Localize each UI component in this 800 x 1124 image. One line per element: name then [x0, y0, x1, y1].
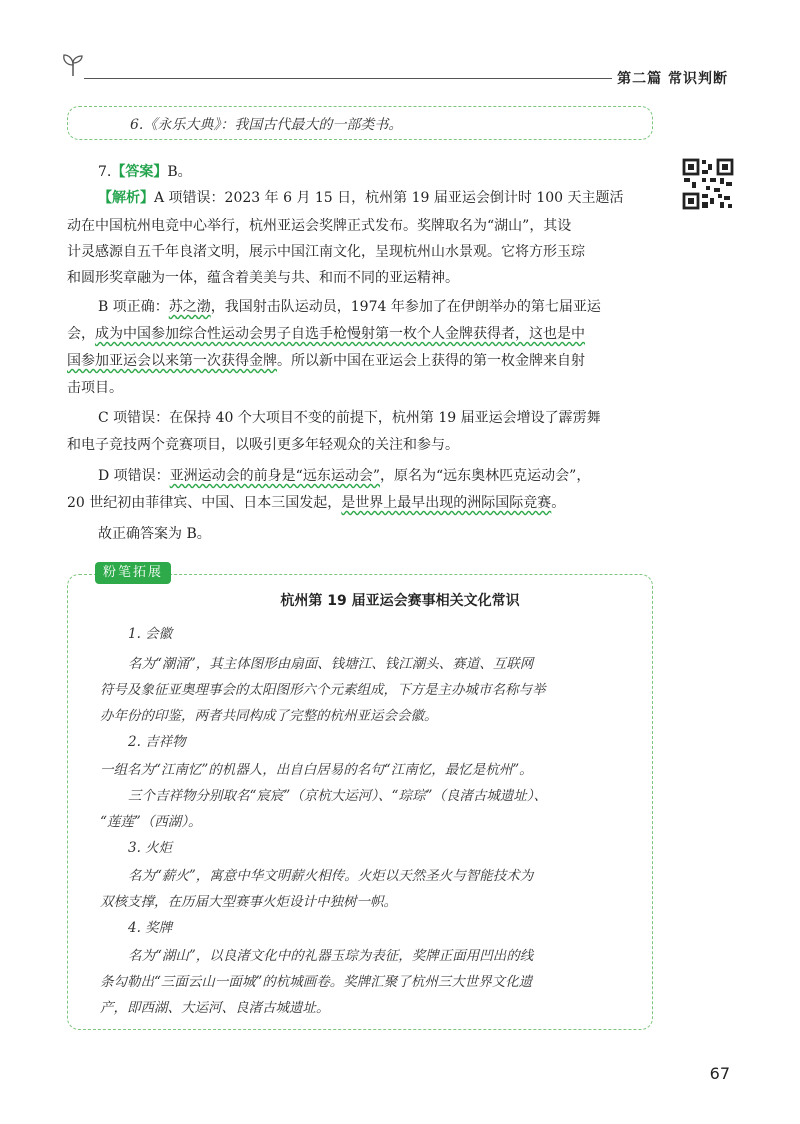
note-text: 6.《永乐大典》：我国古代最大的一部类书。 [130, 117, 403, 133]
para-b-text: B 项正确： [98, 299, 169, 315]
note-box [67, 106, 653, 140]
para-b-text: 。所以新中国在亚运会上获得的第一枚金牌来自射 [277, 353, 585, 369]
extension-line: 名为“薪火”，寓意中华文明薪火相传。火炬以天然圣火与智能技术为 [128, 868, 534, 884]
page-number: 67 [709, 1064, 730, 1083]
qr-code-icon [682, 158, 734, 210]
answer-label: 【答案】 [111, 164, 168, 180]
extension-title: 杭州第 19 届亚运会赛事相关文化常识 [280, 593, 520, 609]
extension-line: 办年份的印鉴，两者共同构成了完整的杭州亚运会会徽。 [100, 708, 438, 724]
extension-line: 名为“湖山”，以良渚文化中的礼器玉琮为表征，奖牌正面用凹出的线 [128, 948, 534, 964]
para-b-line [98, 297, 601, 317]
para-b-underlined: 成为中国参加综合性运动会男子自选手枪慢射第一枚个人金牌获得者，这也是中 [95, 326, 585, 342]
question-number: 7. [98, 164, 112, 180]
para-b-text: ，我国射击队运动员，1974 年参加了在伊朗举办的第七届亚运 [210, 299, 601, 315]
para-a-line: 动在中国杭州电竞中心举行，杭州亚运会奖牌正式发布。奖牌取名为“湖山”，其设 [67, 218, 572, 234]
analysis-line-1 [98, 188, 624, 208]
para-d-text: D 项错误： [98, 468, 170, 484]
section-heading: 2. 吉祥物 [128, 734, 186, 750]
section-label: 第二篇 常识判断 [617, 71, 728, 87]
header-rule [84, 78, 612, 79]
extension-line: 产，即西湖、大运河、良渚古城遗址。 [100, 1000, 330, 1016]
para-b-line [67, 324, 585, 344]
section-heading: 4. 奖牌 [128, 920, 173, 936]
para-d-text: 20 世纪初由菲律宾、中国、日本三国发起， [67, 495, 342, 511]
leaf-icon [60, 52, 86, 78]
extension-line: 双核支撑，在历届大型赛事火炬设计中独树一帜。 [100, 894, 397, 910]
extension-line: 一组名为“江南忆”的机器人，出自白居易的名句“江南忆，最忆是杭州”。 [100, 762, 533, 778]
para-c-line: C 项错误：在保持 40 个大项目不变的前提下，杭州第 19 届亚运会增设了霹雳舞 [98, 410, 601, 426]
analysis-label: 【解析】 [98, 190, 154, 206]
para-a-line: 和圆形奖章融为一体，蕴含着美美与共、和而不同的亚运精神。 [67, 270, 459, 286]
extension-line: 条勾勒出“三面云山一面城”的杭城画卷。奖牌汇聚了杭州三大世界文化遗 [100, 974, 533, 990]
para-d-line [67, 493, 565, 513]
section-heading: 1. 会徽 [128, 626, 173, 642]
para-d-underlined: 是世界上最早出现的洲际国际竞赛 [341, 495, 552, 511]
extension-tag: 粉笔拓展 [95, 562, 171, 584]
para-b-underlined: 苏之渤 [168, 299, 211, 315]
para-d-line [98, 466, 590, 486]
extension-line: 名为“潮涌”，其主体图形由扇面、钱塘江、钱江潮头、赛道、互联网 [128, 656, 534, 672]
section-heading: 3. 火炬 [128, 840, 173, 856]
para-d-text: ，原名为“远东奥林匹克运动会”， [380, 468, 591, 484]
para-c-line: 和电子竞技两个竞赛项目，以吸引更多年轻观众的关注和参与。 [67, 437, 459, 453]
extension-line: 三个吉祥物分别取名“宸宸”（京杭大运河）、“琮琮”（良渚古城遗址）、 [128, 788, 548, 804]
para-b-underlined: 国参加亚运会以来第一次获得金牌 [67, 353, 277, 369]
answer-line [98, 162, 192, 182]
conclusion: 故正确答案为 B。 [98, 526, 211, 542]
para-a-line: 计灵感源自五千年良渚文明，展示中国江南文化，呈现杭州山水景观。它将方形玉琮 [67, 244, 585, 260]
para-b-line [67, 351, 585, 371]
para-b-text: 会， [67, 326, 95, 342]
para-b-line: 击项目。 [67, 380, 123, 396]
extension-line: 符号及象征亚奥理事会的太阳图形六个元素组成，下方是主办城市名称与举 [100, 682, 546, 698]
extension-line: “莲莲”（西湖）。 [100, 814, 202, 830]
para-d-text: 。 [551, 495, 566, 511]
answer-value: B。 [167, 164, 192, 180]
para-a-line: A 项错误：2023 年 6 月 15 日，杭州第 19 届亚运会倒计时 100 天主题活 [154, 190, 624, 206]
para-d-underlined: 亚洲运动会的前身是“远东运动会” [169, 468, 381, 484]
